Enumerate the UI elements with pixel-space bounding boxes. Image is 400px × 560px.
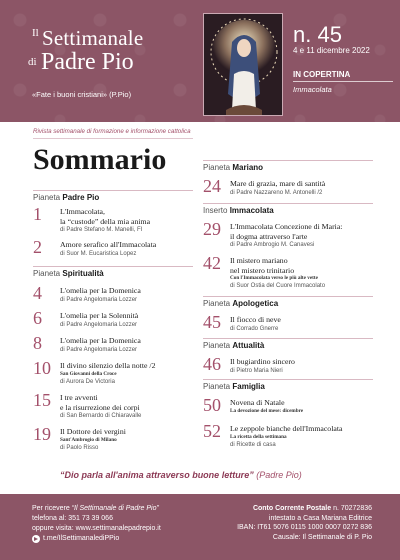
entry-subtitle: San Giovanni della Croce [60,370,117,377]
section-divider [33,190,193,191]
section-name: Immacolata [229,206,274,215]
subtitle-divider [33,138,193,139]
page-number: 42 [203,253,221,273]
section-name: Famiglia [232,382,265,391]
entry-title: Il bugiardino sincero [230,357,295,366]
entry-author: di San Bernardo di Chiaravalle [60,413,142,420]
postal-account-number: n. 70272836 [331,505,372,512]
section-name: Apologetica [232,299,279,308]
page-number: 6 [33,308,42,328]
entry-title: Amore serafico all'Immacolata [60,240,157,249]
page-number: 1 [33,204,42,224]
subscription-info [32,504,161,547]
page-number: 45 [203,312,221,332]
section-header-padre-pio [33,193,99,202]
page-number: 19 [33,424,51,444]
telegram-icon [32,535,40,543]
copertina-divider [293,81,393,82]
subscribe-prefix: Per ricevere [32,505,72,512]
entry-author: di Padre Angelomaria Lozzer [60,296,138,303]
section-prefix: Pianeta [203,341,231,350]
section-name: Attualità [232,341,265,350]
entry-subtitle: Sant'Ambrogio di Milano [60,436,117,443]
section-divider [203,203,373,204]
subscribe-publication: “Il Settimanale di Padre Pio” [71,505,159,512]
section-name: Padre Pio [62,193,100,202]
quote-source: (Padre Pio) [256,470,302,480]
entry-subtitle: La devozione del mese: dicembre [230,407,304,414]
postal-account-label: Conto Corrente Postale [252,505,332,512]
entry-title-line2: il dogma attraverso l'arte [230,231,308,241]
entry-title: Il mistero mariano [230,256,288,265]
madonna-illustration [204,14,283,116]
section-prefix: Pianeta [33,193,61,202]
entry-title: Il divino silenzio della notte /2 [60,361,156,370]
telegram-link[interactable]: t.me/IlSettimanalediPPio [43,535,120,542]
issue-number: n. 45 [293,22,342,47]
subscription-footer [0,494,400,560]
logo-di: di [28,56,37,68]
entry-author: di Suor M. Eucaristica Lopez [60,250,137,257]
entry-title: I tre avventi [60,393,98,402]
page-number: 8 [33,333,42,353]
entry-author: di Aurora De Victoria [60,378,115,385]
section-prefix: Pianeta [203,163,231,172]
entry-author: di Padre Angelomaria Lozzer [60,321,138,328]
account-holder: intestato a Casa Mariana Editrice [268,514,372,522]
section-divider [203,338,373,339]
section-header-famiglia [203,382,265,391]
page-number: 4 [33,283,42,303]
section-header-apologetica [203,299,278,308]
section-name: Mariano [232,163,264,172]
entry-author: di Padre Stefano M. Manelli, FI [60,227,143,234]
section-header-attualita [203,341,264,350]
entry-title-line2: nel mistero trinitario [230,265,295,275]
entry-title-line2: e la risurrezione dei corpi [60,402,140,412]
entry-author: di Ricette di casa [230,441,276,448]
in-copertina-label: IN COPERTINA [293,70,351,79]
magazine-logo [28,22,198,82]
phone-number[interactable]: telefona al: 351 73 39 066 [32,515,113,522]
page-number: 52 [203,421,221,441]
page-title: Sommario [33,143,167,176]
logo-padre-pio: Padre Pio [41,49,134,75]
section-divider [33,266,193,267]
page-number: 2 [33,237,42,257]
cover-image [203,13,283,116]
section-prefix: Pianeta [33,269,61,278]
section-prefix: Inserto [203,206,228,215]
iban: IBAN: IT61 5076 0115 1000 0007 0272 836 [237,524,372,531]
quote-text: “Dio parla all'anima attraverso buone letture” [60,470,254,480]
page-number: 24 [203,176,221,196]
entry-title: Il fiocco di neve [230,315,281,324]
entry-title: L'Immacolata, [60,207,105,216]
entry-author: di Padre Ambrogio M. Canavesi [230,242,315,249]
magazine-header [0,0,400,122]
section-prefix: Pianeta [203,382,231,391]
copertina-subject: Immacolata [293,85,332,94]
entry-subtitle: Con l'Immacolata verso le più alte vette [230,275,318,282]
payment-causale: Causale: Il Settimanale di P. Pio [272,533,372,541]
section-header-immacolata [203,206,274,215]
entry-author: di Suor Ostia del Cuore Immacolato [230,283,326,290]
entry-title: L'Immacolata Concezione di Maria: [230,222,343,231]
entry-title: L'omelia per la Solennità [60,311,139,320]
entry-title: L'omelia per la Domenica [60,286,141,295]
section-prefix: Pianeta [203,299,231,308]
logo-il: Il [32,27,39,39]
entry-author: di Pietro Maria Nieri [230,367,283,374]
issue-date: 4 e 11 dicembre 2022 [293,46,370,55]
entry-author: di Padre Angelomaria Lozzer [60,346,138,353]
entry-author: di Paolo Risso [60,444,99,451]
entry-subtitle: La ricetta della settimana [230,433,287,440]
section-divider [203,296,373,297]
entry-title: Mare di grazia, mare di santità [230,179,326,188]
page-number: 29 [203,219,221,239]
payment-info [237,504,372,542]
entry-title: L'omelia per la Domenica [60,336,141,345]
page-number: 15 [33,390,51,410]
section-header-spiritualita [33,269,104,278]
entry-title-line2: la “custode” della mia anima [60,216,151,226]
entry-author: di Padre Nazzareno M. Antonelli /2 [230,189,323,196]
section-name: Spiritualità [62,269,104,278]
section-header-mariano [203,163,263,172]
website-link[interactable]: oppure visita: www.settimanalepadrepio.it [32,525,161,532]
padre-pio-quote [60,470,302,480]
page-number: 46 [203,354,221,374]
entry-title: Novena di Natale [230,398,285,407]
tagline: «Fate i buoni cristiani» (P.Pio) [32,90,132,99]
magazine-subtitle: Rivista settimanale di formazione e informazione cattolica [33,128,191,135]
page-number: 50 [203,395,221,415]
entry-title: Il Dottore dei vergini [60,427,126,436]
section-divider [203,379,373,380]
entry-author: di Corrado Gnerre [230,325,279,332]
page-number: 10 [33,358,51,378]
entry-title: Le zeppole bianche dell'Immacolata [230,424,343,433]
section-divider [203,160,373,161]
logo-settimanale: Settimanale [42,26,144,50]
